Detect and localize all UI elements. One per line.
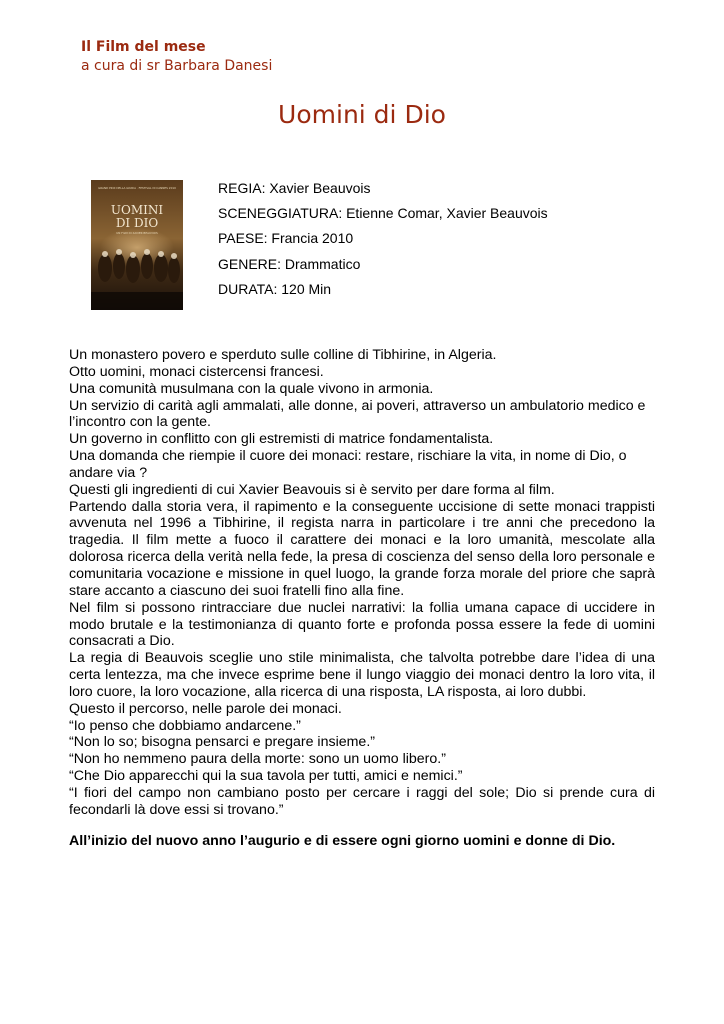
curator-prefix: a cura di [81,58,143,74]
closing-wish: All’inizio del nuovo anno l’augurio e di essere ogni giorno uomini e donne di Dio. [69,833,616,849]
credit-country: PAESE: Francia 2010 [218,230,354,247]
paragraph: Questi gli ingredienti di cui Xavier Beavouis si è servito per dare forma al film. [69,481,555,498]
quote: “I fiori del campo non cambiano posto per cercare i raggi del sole; Dio si prende cura di fecondarli là dove essi si trovano.” [69,784,655,818]
paragraph: Un governo in conflitto con gli estremisti di matrice fondamentalista. [69,431,494,448]
paragraph: Nel film si possono rintracciare due nuclei narrativi: la follia umana capace di uccidere in modo brutale e la testimonianza di quanto forte e profonda possa essere la fede di uomini consacrati a Dio. [69,599,655,650]
paragraph: La regia di Beauvois sceglie uno stile minimalista, che talvolta potrebbe dare l’idea di una certa lentezza, ma che invece esprime bene il lungo viaggio dei monaci dentro la loro vita, il loro cuore, la loro vocazione, alla ricerca di una risposta, LA risposta, ai loro dubbi. [69,650,655,700]
paragraph: Partendo dalla storia vera, il rapimento e la conseguente uccisione di sette monaci trappisti avvenuta nel 1996 a Tibhirine, il regista narra in particolare i tre anni che precedono la tragedia. Il film mette a fuoco il carattere dei monaci e la loro umanità, mescolate alla dolorosa ricerca della verità nella fede, la presa di coscienza del senso della loro personale e comunitaria vocazione e missione in quel luogo, la grande forza morale del priore che saprà stare accanto a ciascuno dei suoi fratelli fino alla fine. [69,498,655,599]
poster-image [91,180,183,310]
review-body [69,347,655,819]
paragraph: Un servizio di carità agli ammalati, alle donne, ai poveri, attraverso un ambulatorio medico e l’incontro con la gente. [69,397,646,431]
credit-duration: DURATA: 120 Min [218,280,332,297]
paragraph: Un monastero povero e sperduto sulle colline di Tibhirine, in Algeria. [69,347,497,363]
paragraph: Otto uomini, monaci cistercensi francesi. [69,363,324,380]
column-header [81,38,272,76]
paragraph: Una comunità musulmana con la quale vivono in armonia. [69,380,434,397]
column-title: Il Film del mese [81,39,206,55]
quote: “Io penso che dobbiamo andarcene.” [69,717,301,734]
credit-genre: GENERE: Drammatico [218,255,361,272]
page-title: Uomini di Dio [278,100,446,129]
credit-screenplay: SCENEGGIATURA: Etienne Comar, Xavier Beauvois [218,205,548,222]
curator-name: sr Barbara Danesi [146,58,273,74]
paragraph: Una domanda che riempie il cuore dei monaci: restare, rischiare la vita, in nome di Dio, o andare via ? [69,448,627,481]
poster-top-text: GRAND PRIX DELLA GIURIA · FESTIVAL DI CANNES 2010 [98,186,176,190]
quote: “Che Dio apparecchi qui la sua tavola per tutti, amici e nemici.” [69,768,463,785]
credit-director: REGIA: Xavier Beauvois [218,180,371,196]
movie-poster [91,180,183,310]
poster-title-line1: UOMINI [110,203,164,217]
curator-line [81,57,272,76]
quote: “Non ho nemmeno paura della morte: sono un uomo libero.” [69,751,446,768]
poster-subtitle: UN FILM DI XAVIER BEAUVOIS [116,231,158,235]
film-credits [218,180,548,306]
quote: “Non lo so; bisogna pensarci e pregare insieme.” [69,734,375,751]
paragraph: Questo il percorso, nelle parole dei monaci. [69,700,342,717]
poster-title-line2: DI DIO [115,216,159,230]
